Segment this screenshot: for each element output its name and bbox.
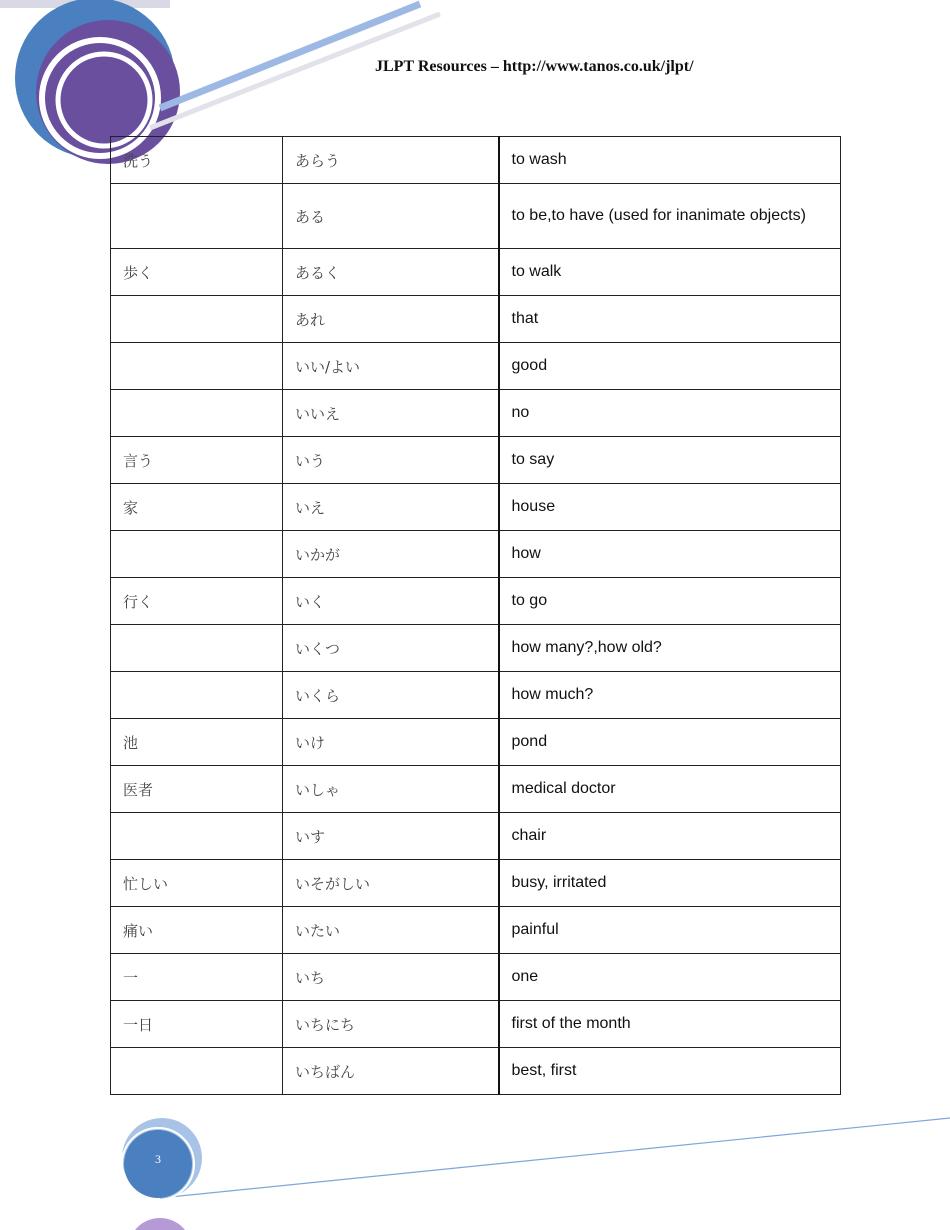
kanji-cell <box>111 184 283 249</box>
kanji-cell <box>111 672 283 719</box>
table-row <box>111 1001 841 1048</box>
table-row <box>111 249 841 296</box>
vocab-table <box>110 136 841 1095</box>
kana-cell: いたい <box>283 907 499 954</box>
meaning-cell: pond <box>499 719 841 766</box>
kanji-cell <box>111 390 283 437</box>
meaning-cell: house <box>499 484 841 531</box>
kanji-cell <box>111 531 283 578</box>
meaning-cell: how <box>499 531 841 578</box>
table-row <box>111 719 841 766</box>
meaning-cell: to go <box>499 578 841 625</box>
meaning-cell: to walk <box>499 249 841 296</box>
kana-cell: いかが <box>283 531 499 578</box>
table-row <box>111 390 841 437</box>
kana-cell: ある <box>283 184 499 249</box>
kanji-cell: 痛い <box>111 907 283 954</box>
kanji-cell: 医者 <box>111 766 283 813</box>
meaning-cell: chair <box>499 813 841 860</box>
meaning-cell: medical doctor <box>499 766 841 813</box>
kana-cell: いい/よい <box>283 343 499 390</box>
kana-cell: いしゃ <box>283 766 499 813</box>
kanji-cell: 行く <box>111 578 283 625</box>
table-row <box>111 296 841 343</box>
table-row <box>111 484 841 531</box>
kana-cell: いく <box>283 578 499 625</box>
page-header: JLPT Resources – http://www.tanos.co.uk/jlpt/ <box>375 58 694 75</box>
meaning-cell: first of the month <box>499 1001 841 1048</box>
kanji-cell <box>111 1048 283 1095</box>
table-row <box>111 860 841 907</box>
kana-cell: いう <box>283 437 499 484</box>
kana-cell: いちにち <box>283 1001 499 1048</box>
kana-cell: あらう <box>283 137 499 184</box>
table-row <box>111 625 841 672</box>
kanji-cell <box>111 625 283 672</box>
kanji-cell: 一日 <box>111 1001 283 1048</box>
bottom-ornament <box>122 1118 950 1230</box>
table-row <box>111 907 841 954</box>
table-row <box>111 672 841 719</box>
kanji-cell: 言う <box>111 437 283 484</box>
table-row <box>111 137 841 184</box>
kana-cell: あるく <box>283 249 499 296</box>
table-row <box>111 1048 841 1095</box>
kana-cell: いそがしい <box>283 860 499 907</box>
table-row <box>111 578 841 625</box>
meaning-cell: one <box>499 954 841 1001</box>
table-row <box>111 343 841 390</box>
kana-cell: いくつ <box>283 625 499 672</box>
table-row <box>111 813 841 860</box>
table-row <box>111 437 841 484</box>
kana-cell: いえ <box>283 484 499 531</box>
kana-cell: いち <box>283 954 499 1001</box>
page-number: 3 <box>155 1152 161 1166</box>
kanji-cell: 一 <box>111 954 283 1001</box>
kanji-cell <box>111 343 283 390</box>
kanji-cell: 池 <box>111 719 283 766</box>
kana-cell: いいえ <box>283 390 499 437</box>
kanji-cell: 家 <box>111 484 283 531</box>
kana-cell: いけ <box>283 719 499 766</box>
meaning-cell: good <box>499 343 841 390</box>
table-row <box>111 954 841 1001</box>
meaning-cell: how much? <box>499 672 841 719</box>
meaning-cell: to wash <box>499 137 841 184</box>
kanji-cell: 洗う <box>111 137 283 184</box>
meaning-cell: to be,to have (used for inanimate objects) <box>499 184 841 249</box>
meaning-cell: painful <box>499 907 841 954</box>
meaning-cell: best, first <box>499 1048 841 1095</box>
meaning-cell: how many?,how old? <box>499 625 841 672</box>
kana-cell: いす <box>283 813 499 860</box>
meaning-cell: that <box>499 296 841 343</box>
kana-cell: いちばん <box>283 1048 499 1095</box>
meaning-cell: busy, irritated <box>499 860 841 907</box>
table-row <box>111 531 841 578</box>
table-row <box>111 184 841 249</box>
table-row <box>111 766 841 813</box>
kanji-cell: 忙しい <box>111 860 283 907</box>
kana-cell: いくら <box>283 672 499 719</box>
kanji-cell <box>111 296 283 343</box>
kana-cell: あれ <box>283 296 499 343</box>
kanji-cell <box>111 813 283 860</box>
kanji-cell: 歩く <box>111 249 283 296</box>
meaning-cell: to say <box>499 437 841 484</box>
meaning-cell: no <box>499 390 841 437</box>
